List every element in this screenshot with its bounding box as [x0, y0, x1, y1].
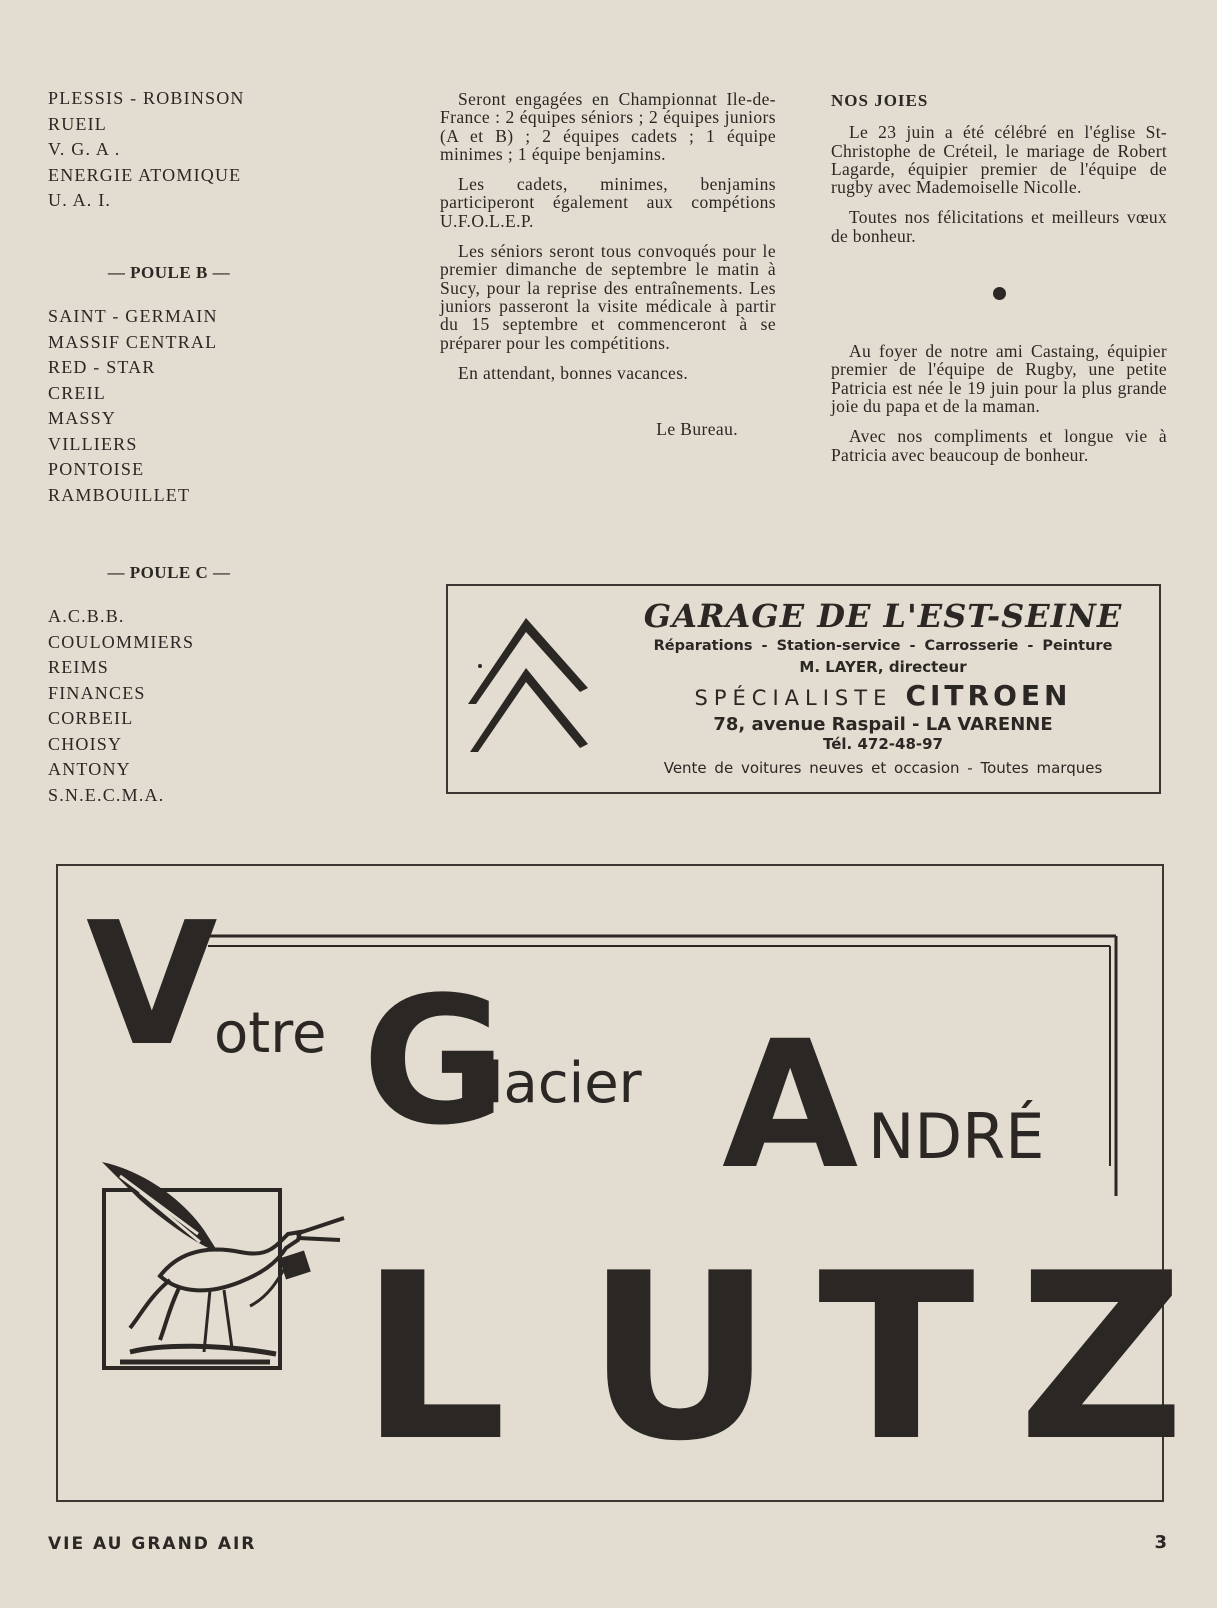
list-item: ENERGIE ATOMIQUE: [48, 164, 242, 185]
lutz-letter-l: L: [360, 1225, 507, 1492]
paragraph: Seront engagées en Championnat Ile-de-France : 2 équipes séniors ; 2 équipes juniors (A et B) ; 2 équipes cadets ; 1 équipe minimes ; 1 équipe benjamins.: [440, 89, 776, 164]
glacier-word-ndre: NDRÉ: [868, 1100, 1045, 1173]
nos-joies-column: [831, 92, 1167, 476]
list-item: PONTOISE: [48, 459, 145, 479]
list-item: A.C.B.B.: [48, 606, 125, 626]
club-announcement-column: [440, 90, 776, 450]
list-item: SAINT - GERMAIN: [48, 306, 218, 326]
poule-c-heading: — POULE C —: [107, 563, 231, 582]
garage-director: M. LAYER, directeur: [799, 658, 967, 676]
list-item: S.N.E.C.M.A.: [48, 784, 165, 805]
poule-b-heading: — POULE B —: [107, 263, 231, 282]
garage-advertisement: [446, 584, 1161, 794]
list-item: FINANCES: [48, 682, 146, 703]
specialist-label: SPÉCIALISTE: [694, 686, 893, 710]
poule-c-list: [48, 604, 194, 808]
lutz-letter-t: T: [818, 1225, 975, 1492]
garage-text-block: [618, 596, 1148, 777]
list-item: RUEIL: [48, 113, 107, 134]
bullet-separator: [993, 287, 1006, 300]
garage-services: Réparations - Station-service - Carrosserie - Peinture: [653, 638, 1113, 654]
list-item: MASSIF CENTRAL: [48, 331, 218, 352]
list-item: CORBEIL: [48, 708, 134, 728]
glacier-letter-g: G: [362, 959, 507, 1164]
paragraph: Les séniors seront tous convoqués pour le premier dimanche de septembre le matin à Sucy, pour la reprise des entraînements. Les juniors passeront la visite médicale à partir du 15 septembre et commenceront à se préparer pour les compétitions.: [440, 241, 776, 353]
garage-address: 78, avenue Raspail - LA VARENNE: [713, 714, 1053, 735]
garage-sales: Vente de voitures neuves et occasion - Toutes marques: [663, 759, 1103, 777]
stork-illustration-icon: [100, 1156, 350, 1376]
list-item: MASSY: [48, 408, 117, 428]
list-item: CHOISY: [48, 733, 123, 754]
paragraph: Avec nos compliments et longue vie à Patricia avec beaucoup de bonheur.: [831, 426, 1167, 465]
lutz-letter-z: Z: [1018, 1225, 1185, 1492]
garage-title: GARAGE DE L'EST-SEINE: [643, 597, 1123, 635]
list-item: RED - STAR: [48, 357, 156, 377]
list-item: PLESSIS - ROBINSON: [48, 88, 245, 108]
signature: Le Bureau.: [656, 419, 738, 440]
glacier-advertisement: [56, 864, 1185, 1502]
paragraph: Au foyer de notre ami Castaing, équipier premier de l'équipe de Rugby, une petite Patricia est née le 19 juin pour la plus grande joie du papa et de la maman.: [831, 341, 1167, 416]
garage-phone: Tél. 472-48-97: [823, 735, 943, 753]
glacier-letter-a: A: [722, 1003, 859, 1208]
poule-a-list: [48, 86, 348, 214]
citroen-chevrons-icon: [462, 616, 594, 756]
list-item: U. A. I.: [48, 190, 112, 210]
poule-b-list: [48, 304, 218, 508]
brand-name: CITROEN: [905, 679, 1072, 712]
list-item: V. G. A .: [48, 139, 121, 159]
paragraph: Le 23 juin a été célébré en l'église St-Christophe de Créteil, le mariage de Robert Lagarde, équipier premier de l'équipe de rugby avec Mademoiselle Nicolle.: [831, 122, 1167, 198]
glacier-word-lacier: lacier: [488, 1051, 642, 1116]
list-item: REIMS: [48, 657, 110, 677]
glacier-letter-v: V: [86, 886, 218, 1084]
paragraph: Toutes nos félicitations et meilleurs vœux de bonheur.: [831, 207, 1167, 246]
list-item: COULOMMIERS: [48, 631, 195, 652]
team-lists-column: [48, 86, 348, 805]
list-item: CREIL: [48, 382, 106, 403]
list-item: VILLIERS: [48, 433, 138, 454]
paragraph: Les cadets, minimes, benjamins participeront également aux compétions U.F.O.L.E.P.: [440, 174, 776, 231]
section-heading: NOS JOIES: [831, 91, 929, 110]
list-item: RAMBOUILLET: [48, 484, 191, 505]
glacier-word-otre: otre: [214, 1001, 327, 1066]
list-item: ANTONY: [48, 759, 131, 779]
garage-specialist-line: [618, 679, 1148, 712]
paragraph: En attendant, bonnes vacances.: [458, 362, 689, 383]
lutz-letter-u: U: [586, 1225, 773, 1492]
page-number: 3: [1154, 1532, 1167, 1553]
magazine-title: VIE AU GRAND AIR: [48, 1534, 257, 1554]
